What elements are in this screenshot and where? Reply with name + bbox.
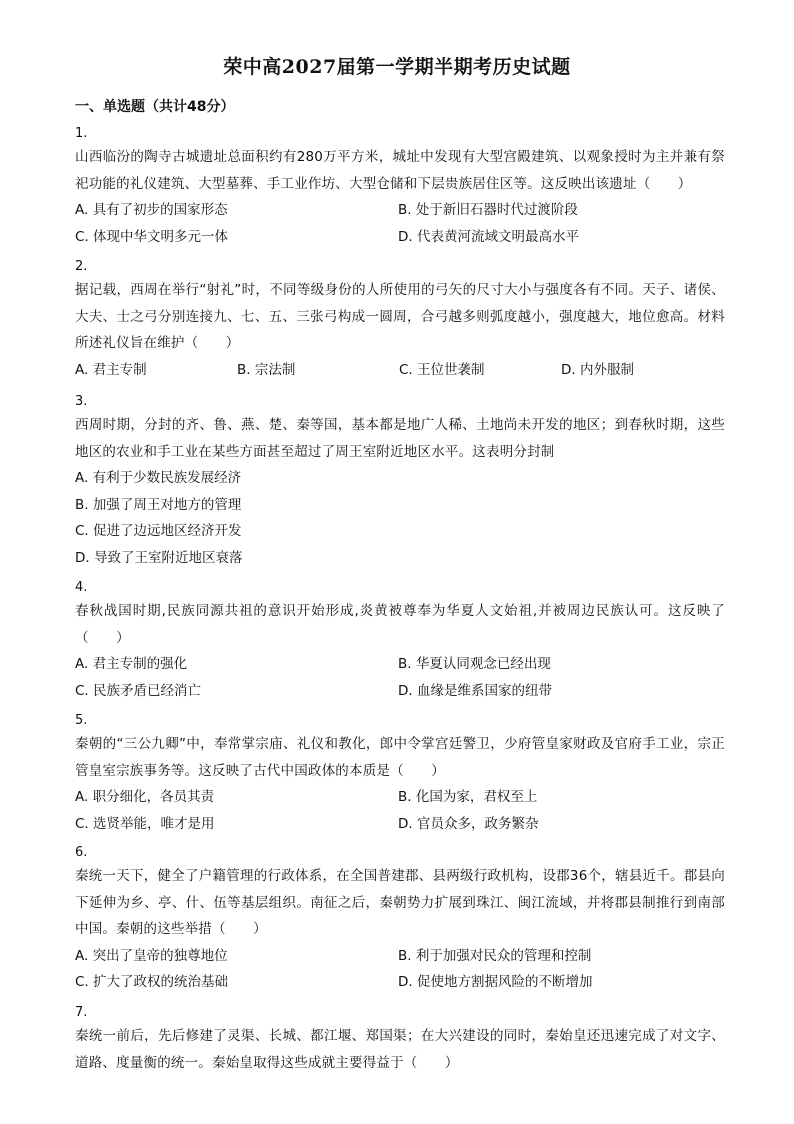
question-number: 6. [75, 845, 88, 860]
option-d[interactable]: D. 内外服制 [561, 361, 634, 378]
question-number: 4. [75, 580, 88, 595]
question-stem: 春秋战国时期,民族同源共祖的意识开始形成,炎黄被尊奉为华夏人文始祖,并被周边民族认可。这反映了（ ） [75, 603, 725, 646]
question-4 [75, 578, 725, 704]
question-stem: 秦统一天下，健全了户籍管理的行政体系，在全国普建郡、县两级行政机构，设郡36个，辖县近千。郡县向下延伸为乡、亭、什、伍等基层组织。南征之后，秦朝势力扩展到珠江、闽江流域，并将郡县制推行到南部中国。秦朝的这些举措（ ） [75, 868, 725, 937]
option-d[interactable]: D. 官员众多，政务繁杂 [398, 815, 539, 832]
page-title: 荣中高2027届第一学期半期考历史试题 [223, 56, 571, 78]
question-stem: 据记载，西周在举行“射礼”时，不同等级身份的人所使用的弓矢的尺寸大小与强度各有不同。天子、诸侯、大夫、士之弓分别连接九、七、五、三张弓构成一圆周，合弓越多则弧度越小，强度越大，地位愈高。材料所述礼仪旨在维护（ ） [75, 282, 725, 351]
option-b[interactable]: B. 华夏认同观念已经出现 [398, 656, 551, 672]
option-a[interactable]: A. 有利于少数民族发展经济 [75, 470, 242, 486]
options [75, 943, 725, 996]
options [75, 465, 725, 571]
question-1 [75, 124, 725, 250]
option-c[interactable]: C. 王位世袭制 [399, 361, 485, 378]
question-stem: 秦朝的“三公九卿”中，奉常掌宗庙、礼仪和教化，郎中令掌宫廷警卫，少府管皇家财政及官府手工业，宗正管皇室宗族事务等。这反映了古代中国政体的本质是（ ） [75, 736, 725, 779]
question-number: 7. [75, 1005, 88, 1020]
option-c[interactable]: C. 体现中华文明多元一体 [75, 228, 229, 245]
option-b[interactable]: B. 利于加强对民众的管理和控制 [398, 947, 592, 964]
options [75, 357, 725, 384]
options [75, 784, 725, 837]
question-number: 2. [75, 259, 88, 274]
options [75, 651, 725, 704]
question-5 [75, 711, 725, 837]
section-heading: 一、单选题（共计48分） [75, 99, 235, 115]
option-c[interactable]: C. 促进了边远地区经济开发 [75, 523, 242, 539]
option-d[interactable]: D. 血缘是维系国家的纽带 [398, 682, 552, 699]
option-a[interactable]: A. 君主专制的强化 [75, 656, 188, 672]
question-number: 5. [75, 713, 88, 728]
option-b[interactable]: B. 化国为家，君权至上 [398, 789, 538, 805]
option-b[interactable]: B. 处于新旧石器时代过渡阶段 [398, 202, 578, 218]
option-a[interactable]: A. 突出了皇帝的独尊地位 [75, 947, 228, 964]
question-stem: 西周时期，分封的齐、鲁、燕、楚、秦等国，基本都是地广人稀、土地尚未开发的地区；到春秋时期，这些地区的农业和手工业在某些方面甚至超过了周王室附近地区水平。这表明分封制 [75, 417, 725, 460]
option-b[interactable]: B. 宗法制 [237, 361, 296, 378]
question-stem: 秦统一前后，先后修建了灵渠、长城、都江堰、郑国渠；在大兴建设的同时，秦始皇还迅速完成了对文字、道路、度量衡的统一。秦始皇取得这些成就主要得益于（ ） [75, 1028, 725, 1071]
option-d[interactable]: D. 代表黄河流域文明最高水平 [398, 228, 579, 245]
options [75, 197, 725, 250]
option-a[interactable]: A. 君主专制 [75, 361, 147, 378]
option-c[interactable]: C. 选贤举能，唯才是用 [75, 815, 215, 832]
option-c[interactable]: C. 民族矛盾已经消亡 [75, 682, 202, 699]
option-b[interactable]: B. 加强了周王对地方的管理 [75, 496, 242, 513]
option-a[interactable]: A. 具有了初步的国家形态 [75, 202, 228, 218]
question-3 [75, 392, 725, 571]
question-number: 1. [75, 126, 88, 141]
option-d[interactable]: D. 导致了王室附近地区衰落 [75, 549, 243, 566]
question-stem: 山西临汾的陶寺古城遗址总面积约有280万平方米，城址中发现有大型宫殿建筑、以观象授时为主并兼有祭祀功能的礼仪建筑、大型墓葬、手工业作坊、大型仓储和下层贵族居住区等。这反映出该遗址（ ） [75, 149, 725, 192]
option-d[interactable]: D. 促使地方割据风险的不断增加 [398, 974, 593, 990]
question-number: 3. [75, 394, 88, 409]
question-6 [75, 843, 725, 996]
question-2 [75, 257, 725, 383]
option-c[interactable]: C. 扩大了政权的统治基础 [75, 974, 229, 990]
option-a[interactable]: A. 职分细化，各员其责 [75, 789, 215, 805]
question-7 [75, 1003, 725, 1076]
